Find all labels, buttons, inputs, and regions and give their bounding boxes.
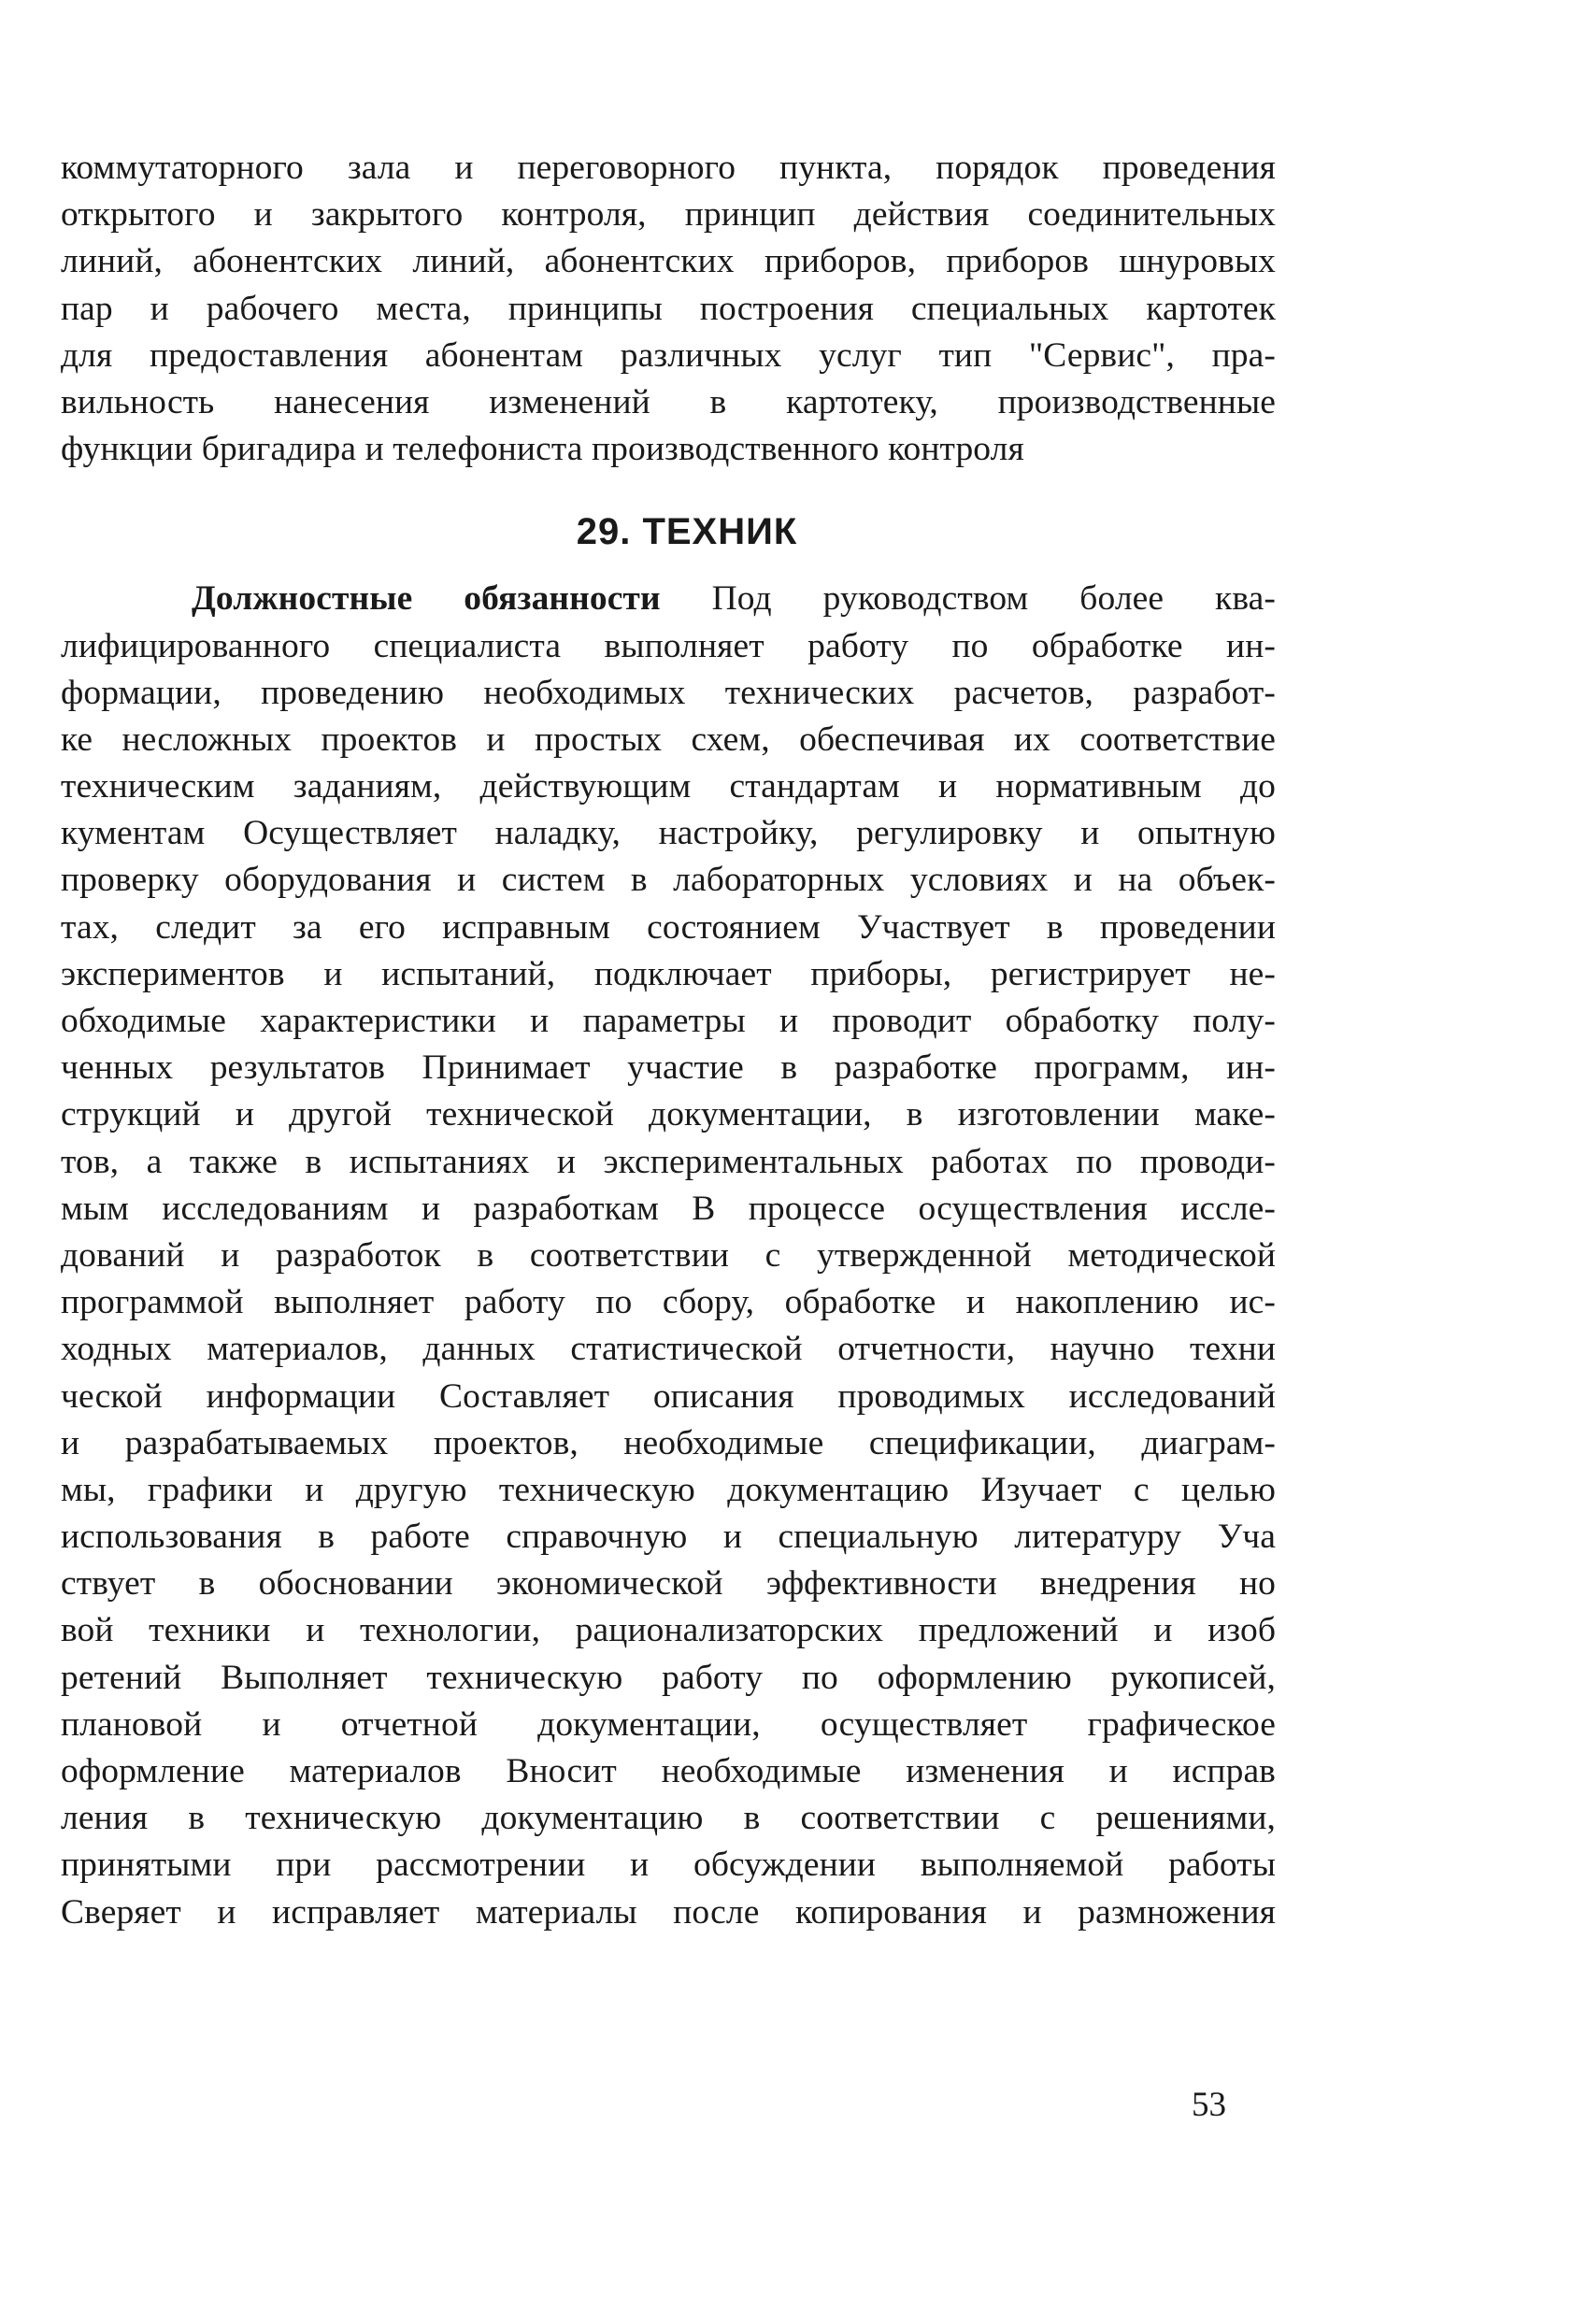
duties-line: вой техники и технологии, рационализаторских предложений и изоб bbox=[61, 1611, 1276, 1650]
intro-line: функции бригадира и телефониста производственного контроля bbox=[61, 430, 1024, 469]
duties-line: тов, а также в испытаниях и экспериментальных работах по проводи- bbox=[61, 1142, 1276, 1181]
duties-paragraph bbox=[61, 576, 1276, 1935]
duties-line: Сверяет и исправляет материалы после копирования и размножения bbox=[61, 1892, 1276, 1932]
duties-line: ке несложных проектов и простых схем, обеспечивая их соответствие bbox=[61, 720, 1276, 759]
duties-line: тах, следит за его исправным состоянием Участвует в проведении bbox=[61, 907, 1276, 947]
duties-line: мы, графики и другую техническую документацию Изучает с целью bbox=[61, 1470, 1276, 1509]
duties-line: принятыми при рассмотрении и обсуждении выполняемой работы bbox=[61, 1846, 1276, 1885]
duties-line: ходных материалов, данных статистической отчетности, научно техни bbox=[61, 1330, 1276, 1369]
duties-line: ческой информации Составляет описания проводимых исследований bbox=[61, 1376, 1276, 1416]
intro-line: коммутаторного зала и переговорного пункта, порядок проведения bbox=[61, 149, 1276, 187]
duties-line: оформление материалов Вносит необходимые изменения и исправ bbox=[61, 1752, 1276, 1790]
duties-line: техническим заданиям, действующим стандартам и нормативным до bbox=[61, 767, 1276, 806]
intro-line: вильность нанесения изменений в картотеку, производственные bbox=[61, 382, 1276, 421]
duties-line: экспериментов и испытаний, подключает приборы, регистрирует не- bbox=[61, 954, 1276, 993]
section-title: 29. ТЕХНИК bbox=[576, 511, 798, 553]
duties-line: ления в техническую документацию в соответствии с решениями, bbox=[61, 1799, 1276, 1838]
duties-line: ретений Выполняет техническую работу по оформлению рукописей, bbox=[61, 1658, 1276, 1697]
intro-paragraph bbox=[61, 145, 1276, 473]
duties-line: лифицированного специалиста выполняет работу по обработке ин- bbox=[61, 626, 1276, 665]
duties-lead: Должностные обязанности bbox=[192, 579, 661, 619]
duties-line: мым исследованиям и разработкам В процессе осуществления иссле- bbox=[61, 1189, 1276, 1228]
page-body bbox=[61, 145, 1276, 1936]
duties-first-line bbox=[61, 576, 1276, 622]
duties-line: ченных результатов Принимает участие в разработке программ, ин- bbox=[61, 1048, 1276, 1088]
duties-line: использования в работе справочную и специальную литературу Уча bbox=[61, 1518, 1276, 1557]
intro-line: для предоставления абонентам различных услуг тип "Сервис", пра- bbox=[61, 335, 1276, 375]
intro-line: открытого и закрытого контроля, принцип действия соединительных bbox=[61, 195, 1276, 235]
duties-line: и разрабатываемых проектов, необходимые спецификации, диаграм- bbox=[61, 1423, 1276, 1462]
duties-line: программой выполняет работу по сбору, обработке и накоплению ис- bbox=[61, 1283, 1276, 1322]
duties-line: кументам Осуществляет наладку, настройку, регулировку и опытную bbox=[61, 814, 1276, 853]
intro-line: линий, абонентских линий, абонентских приборов, приборов шнуровых bbox=[61, 242, 1276, 281]
intro-line: пар и рабочего места, принципы построения специальных картотек bbox=[61, 289, 1276, 328]
duties-line: дований и разработок в соответствии с утвержденной методической bbox=[61, 1235, 1276, 1275]
duties-line: ствует в обосновании экономической эффективности внедрения но bbox=[61, 1564, 1276, 1604]
duties-line: струкций и другой технической документации, в изготовлении маке- bbox=[61, 1095, 1276, 1134]
duties-line: плановой и отчетной документации, осуществляет графическое bbox=[61, 1704, 1276, 1744]
duties-line: формации, проведению необходимых технических расчетов, разработ- bbox=[61, 673, 1276, 712]
duties-line: проверку оборудования и систем в лабораторных условиях и на объек- bbox=[61, 861, 1276, 900]
page-number: 53 bbox=[1192, 2086, 1226, 2124]
duties-first-line-rest: Под руководством более ква- bbox=[711, 579, 1276, 619]
duties-line: обходимые характеристики и параметры и проводит обработку полу- bbox=[61, 1002, 1276, 1040]
